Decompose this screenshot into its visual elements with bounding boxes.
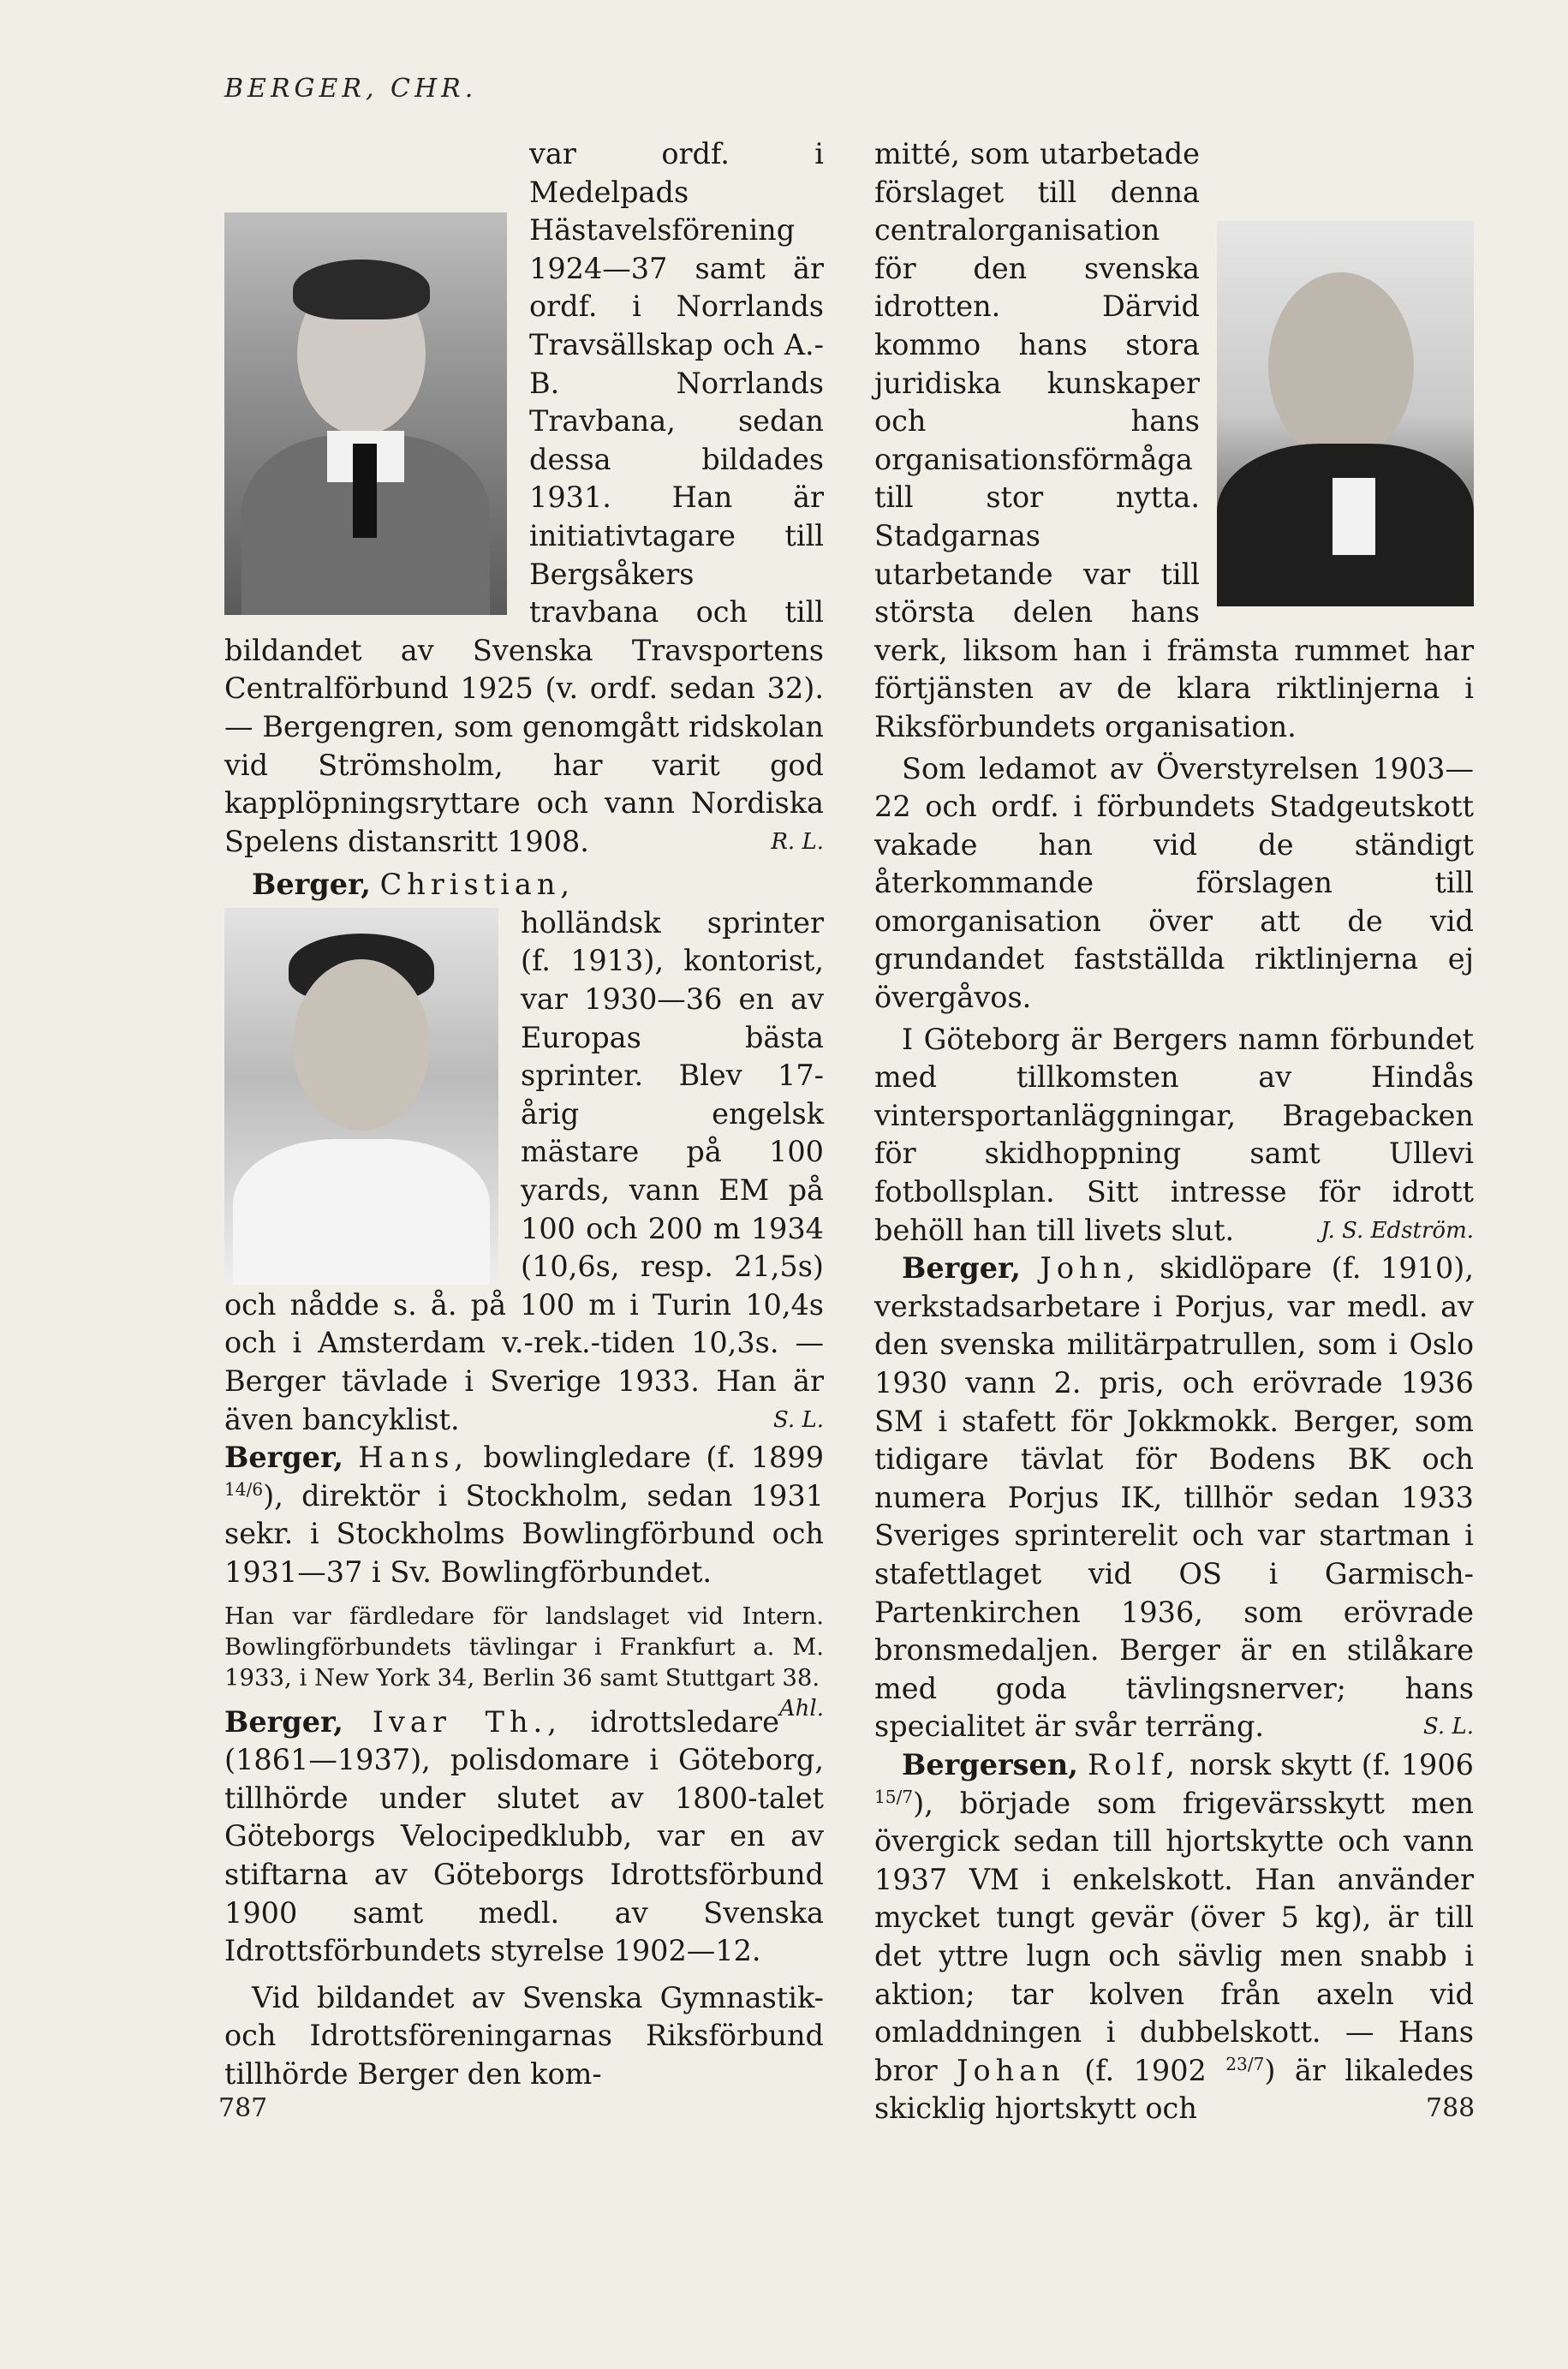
rolf-given-name: Rolf, (1087, 1747, 1180, 1781)
ivar-portrait (1217, 221, 1474, 606)
christian-entry (224, 866, 824, 904)
hans-text-b: ), direktör i Stockholm, sedan 1931 sekr. i Stockholms Bowlingförbund och 1931—37 i Sv. Bowlingförbundet. (224, 1478, 824, 1589)
rolf-text-d: ) är likaledes skicklig hjortskytt och (874, 2053, 1474, 2126)
rolf-entry (874, 1746, 1474, 2128)
ivar-paragraph-2: Vid bildandet av Svenska Gymnastik- och Idrottsföreningarnas Riksförbund tillhörde Berger den kom- (224, 1980, 824, 2091)
bergengren-signature: R. L. (771, 828, 824, 855)
rolf-text-c: (f. 1902 (1064, 2053, 1226, 2087)
hans-given-name: Hans, (358, 1441, 468, 1475)
rolf-headword: Bergersen, (902, 1747, 1078, 1781)
john-given-name: John, (1040, 1251, 1141, 1286)
rolf-brother-birth-date: 23/7 (1225, 2053, 1265, 2074)
ivar-given-name: Ivar Th., (372, 1704, 562, 1739)
page-number-right: 788 (1426, 2093, 1476, 2123)
running-head: BERGER, CHR. (224, 74, 478, 104)
rolf-birth-date: 15/7 (874, 1786, 914, 1807)
christian-portrait (224, 908, 498, 1285)
christian-given-name: Christian, (379, 868, 575, 902)
john-entry-text: skidlöpare (f. 1910), verkstadsarbetare i Porjus, var medl. av den svenska militärpatrullen, som i Oslo 1930 vann 2. pris, och erövrade 1936 SM i stafett för Jokkmokk. Berger, som tidigare tävlat för Bodens BK och numera Porjus IK, tillhör sedan 1933 Sveriges sprinterelit och var startman i stafettlaget vid OS i Garmisch-Partenkirchen 1936, som erövrade bronsmedaljen. Berger är en stilåkare med goda tävlingsnerver; hans specialitet är svår terräng. (874, 1251, 1474, 1744)
christian-signature: S. L. (773, 1406, 824, 1433)
hans-entry (224, 1439, 824, 1591)
john-entry (874, 1250, 1474, 1746)
hans-birth-date: 14/6 (224, 1478, 264, 1500)
bergengren-portrait (224, 212, 507, 615)
rolf-text-a: norsk skytt (f. 1906 (1179, 1747, 1474, 1781)
ivar-paragraph-4 (874, 1021, 1474, 1250)
page-number-left: 787 (218, 2093, 268, 2123)
christian-headword: Berger, (252, 868, 371, 902)
hans-note-text: Han var färdledare för landslaget vid Intern. Bowlingförbundets tävlingar i Frankfurt a. M. 1933, i New York 34, Berlin 36 samt Stuttgart 38. (224, 1602, 824, 1692)
hans-headword: Berger, (224, 1441, 343, 1475)
christian-entry-text: holländsk sprinter (f. 1913), kontorist, var 1930—36 en av Europas bästa sprinter. Blev 17-årig engelsk mästare på 100 yards, vann EM på 100 och 200 m 1934 (10,6s, resp. 21,5s) och nådde s. å. på 100 m i Turin 10,4s och i Amsterdam v.-rek.-tiden 10,3s. — Berger tävlade i Sverige 1933. Han är även bancyklist. (224, 905, 824, 1436)
bergengren-entry-text: var ordf. i Medelpads Hästavelsförening 1924—37 samt är ordf. i Norrlands Travsällskap och A.-B. Norrlands Travbana, sedan dessa bildades 1931. Han är initiativtagare till Bergsåkers travbana och till bildandet av Svenska Travsportens Centralförbund 1925 (v. ordf. sedan 32). — Bergengren, som genomgått ridskolan vid Strömsholm, har varit god kapplöpningsryttare och vann Nordiska Spelens distansritt 1908. (224, 137, 824, 858)
john-headword: Berger, (902, 1251, 1021, 1286)
ivar-paragraph-4-text: I Göteborg är Bergers namn förbundet med tillkomsten av Hindås vintersportanläggningar, Bragebacken för skidhoppning samt Ullevi fotbollsplan. Sitt intresse för idrott behöll han till livets slut. (874, 1022, 1474, 1247)
hans-signature: Ahl. (778, 1695, 824, 1722)
right-column (874, 135, 1474, 2128)
john-signature: S. L. (1423, 1714, 1474, 1740)
ivar-continuation: mitté, som utarbetade förslaget till denna centralorganisation för den svenska idrotten. Därvid kommo hans stora juridiska kunskaper och hans organisationsförmåga till stor nytta. Stadgarnas utarbetande var till största delen hans verk, liksom han i främsta rummet har förtjänsten av de klara riktlinjerna i Riksförbundets organisation. (874, 137, 1474, 743)
left-column (224, 135, 824, 2094)
hans-text-a: bowlingledare (f. 1899 (468, 1441, 825, 1475)
ivar-paragraph-3: Som ledamot av Överstyrelsen 1903—22 och ordf. i förbundets Stadgeutskott vakade han vid de ständigt återkommande förslagen till omorganisation över att de vid grundandet fastställda riktlinjerna ej övergåvos. (874, 751, 1474, 1015)
ivar-entry (224, 1704, 824, 1971)
ivar-signature: J. S. Edström. (1321, 1217, 1474, 1244)
rolf-brother-name: Johan (957, 2053, 1065, 2087)
rolf-text-b: ), började som frigevärsskytt men övergick sedan till hjortskytte och vann 1937 VM i enkelskott. Han använder mycket tungt gevär (över 5 kg), är till det yttre lugn och sävlig men snabb i aktion; tar kolven från axeln vid omladdningen i dubbelskott. — Hans bror (874, 1786, 1474, 2087)
ivar-entry-text: idrottsledare (1861—1937), polisdomare i Göteborg, tillhörde under slutet av 1800-talet Göteborgs Velocipedklubb, var en av stiftarna av Göteborgs Idrottsförbund 1900 samt medl. av Svenska Idrottsförbundets styrelse 1902—12. (224, 1704, 824, 1968)
ivar-headword: Berger, (224, 1704, 343, 1739)
